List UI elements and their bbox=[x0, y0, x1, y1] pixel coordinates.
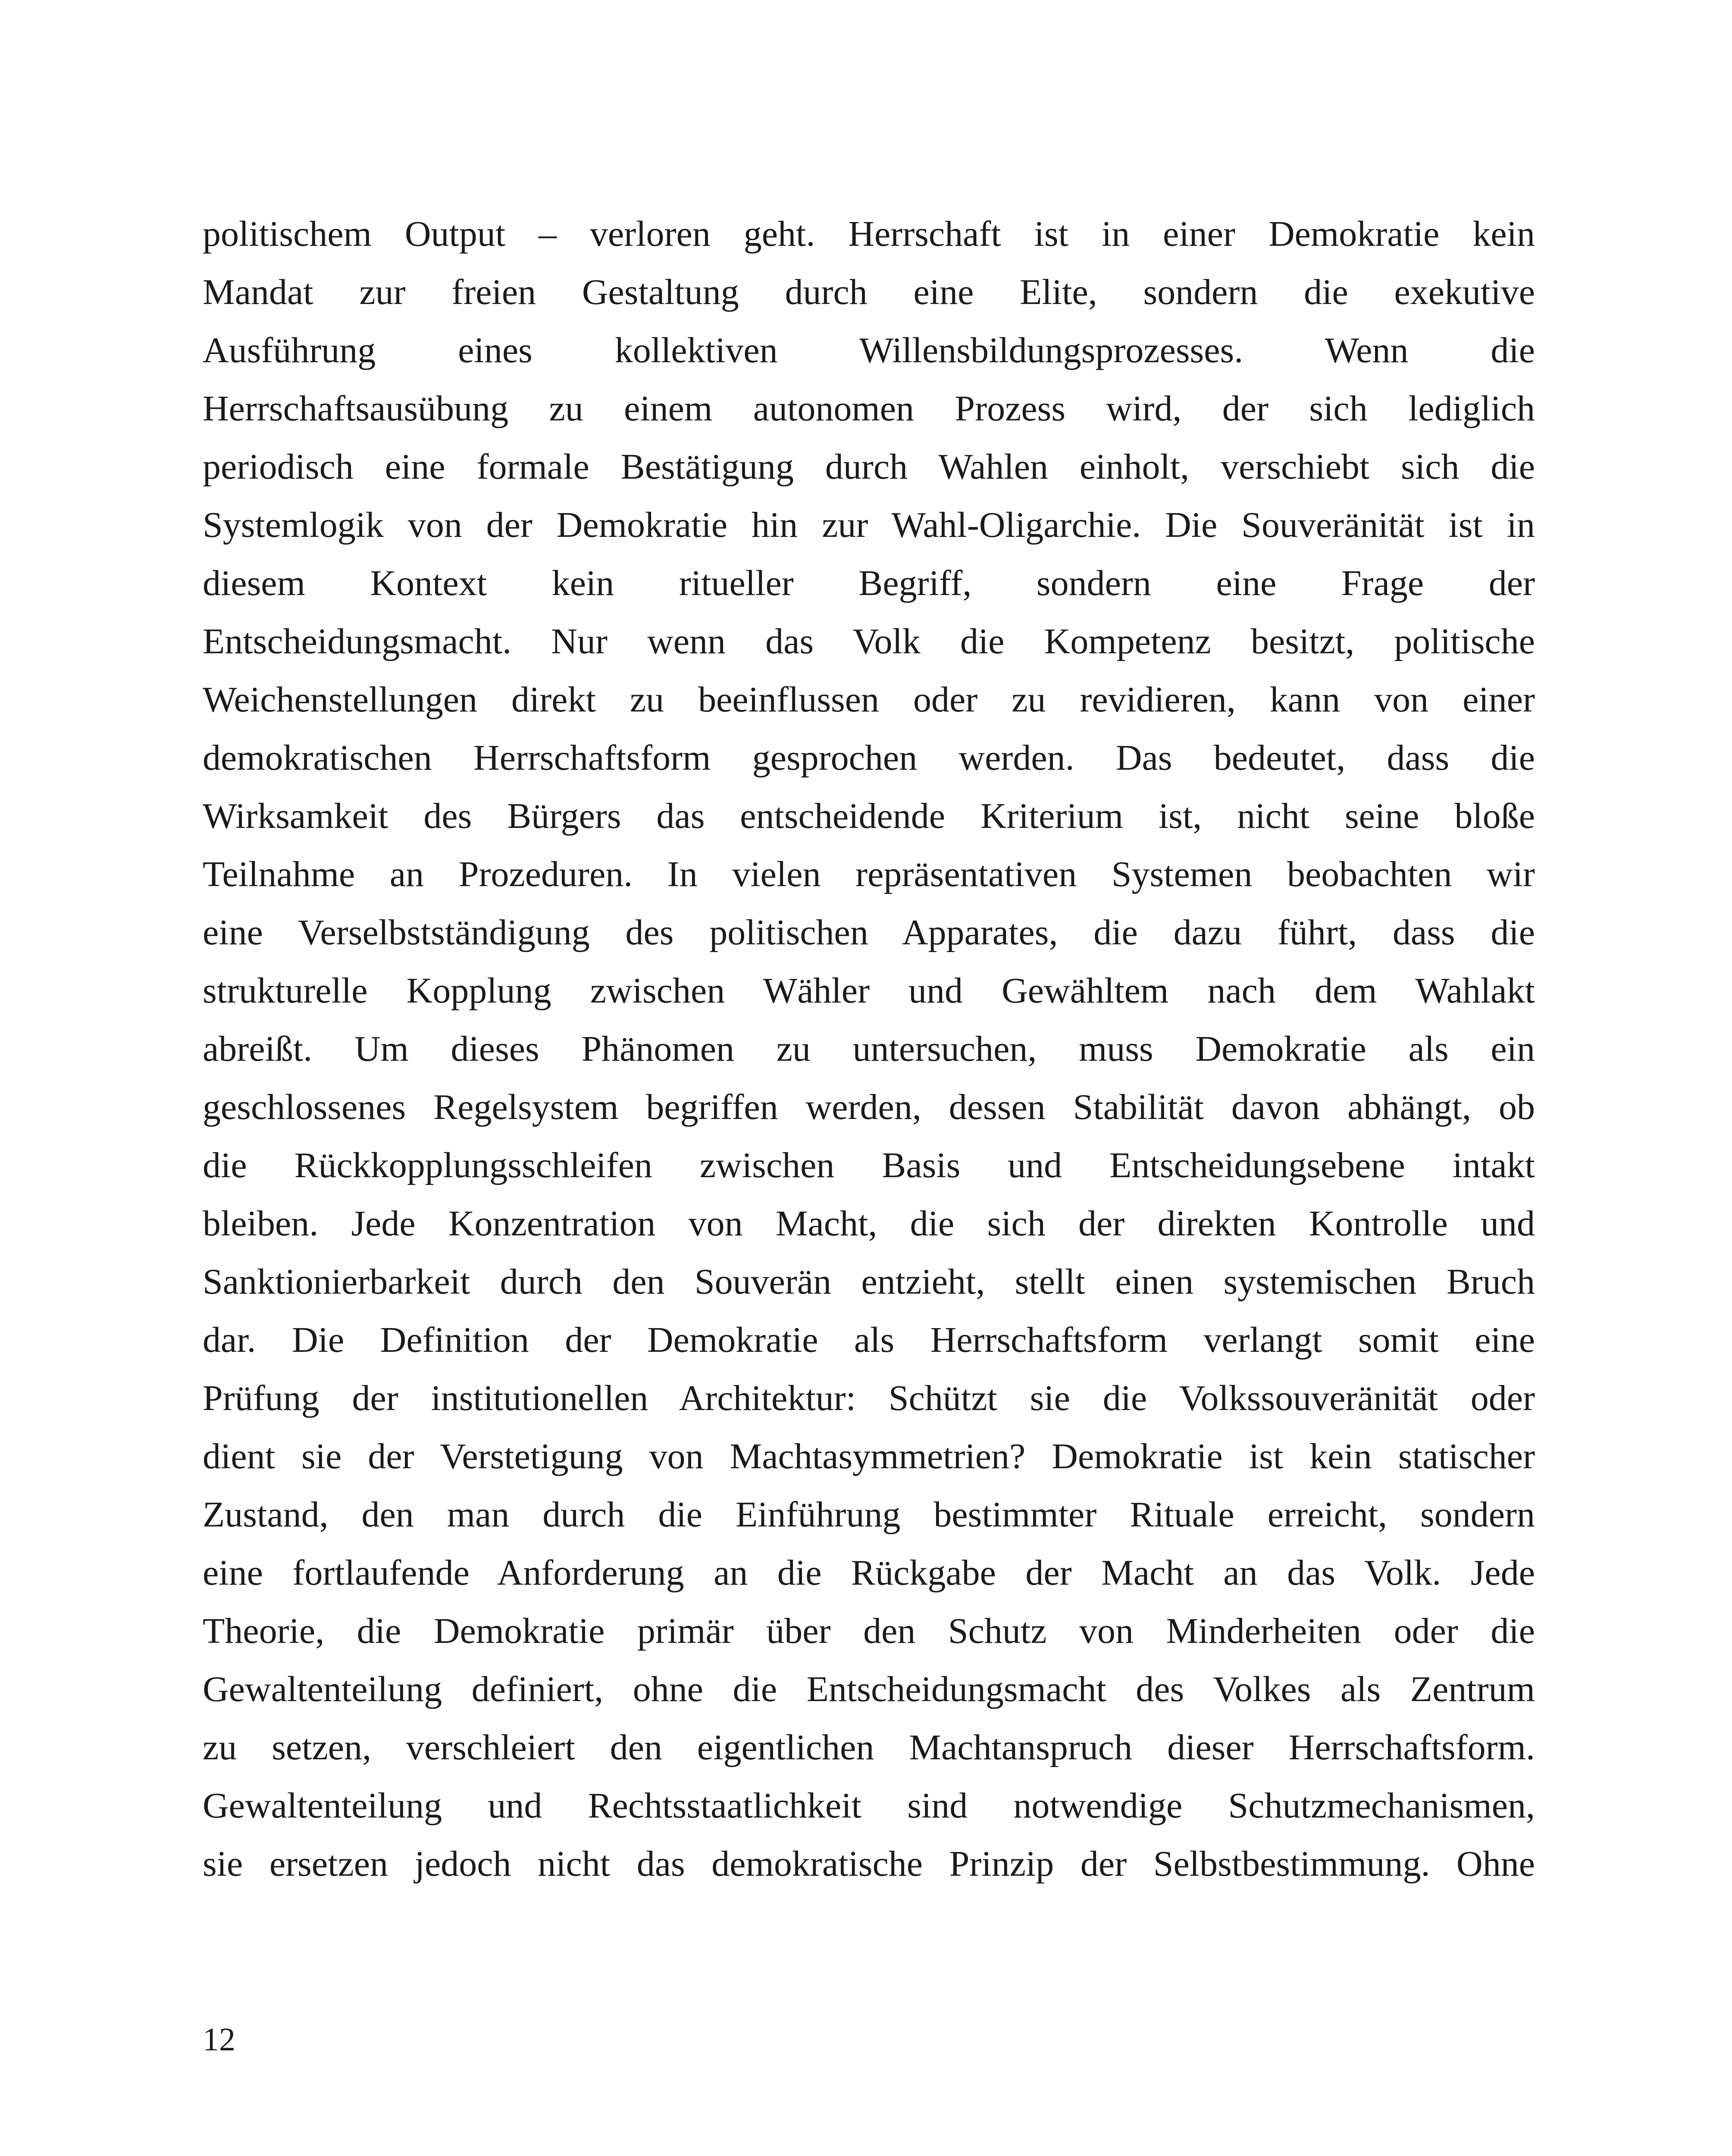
text-line: Wirksamkeit des Bürgers das entscheidende Kriterium ist, nicht seine bloße bbox=[203, 796, 1535, 836]
text-line: Gewaltenteilung und Rechtsstaatlichkeit sind notwendige Schutzmechanismen, bbox=[203, 1786, 1535, 1826]
text-line: Mandat zur freien Gestaltung durch eine Elite, sondern die exekutive bbox=[203, 272, 1535, 312]
text-line: Theorie, die Demokratie primär über den Schutz von Minderheiten oder die bbox=[203, 1611, 1535, 1651]
text-line: strukturelle Kopplung zwischen Wähler und Gewähltem nach dem Wahlakt bbox=[203, 971, 1535, 1011]
text-line: diesem Kontext kein ritueller Begriff, sondern eine Frage der bbox=[203, 563, 1535, 603]
text-line: Zustand, den man durch die Einführung bestimmter Rituale erreicht, sondern bbox=[203, 1495, 1535, 1535]
text-line: zu setzen, verschleiert den eigentlichen Machtanspruch dieser Herrschaftsform. bbox=[203, 1727, 1535, 1767]
text-line: Sanktionierbarkeit durch den Souverän entzieht, stellt einen systemischen Bruch bbox=[203, 1262, 1535, 1302]
text-line: Entscheidungsmacht. Nur wenn das Volk die Kompetenz besitzt, politische bbox=[203, 621, 1535, 661]
text-line: geschlossenes Regelsystem begriffen werden, dessen Stabilität davon abhängt, ob bbox=[203, 1087, 1535, 1127]
text-line: bleiben. Jede Konzentration von Macht, die sich der direkten Kontrolle und bbox=[203, 1203, 1535, 1244]
text-line: Herrschaftsausübung zu einem autonomen Prozess wird, der sich lediglich bbox=[203, 389, 1535, 429]
text-line: die Rückkopplungsschleifen zwischen Basis und Entscheidungsebene intakt bbox=[203, 1145, 1535, 1185]
text-line: eine Verselbstständigung des politischen Apparates, die dazu führt, dass die bbox=[203, 912, 1535, 953]
text-line: eine fortlaufende Anforderung an die Rückgabe der Macht an das Volk. Jede bbox=[203, 1553, 1535, 1593]
text-line: Prüfung der institutionellen Architektur: Schützt sie die Volkssouveränität oder bbox=[203, 1378, 1535, 1418]
body-text bbox=[203, 205, 1535, 1893]
page-number: 12 bbox=[203, 2021, 235, 2058]
text-line: sie ersetzen jedoch nicht das demokratische Prinzip der Selbstbestimmung. Ohne bbox=[203, 1844, 1535, 1884]
text-line: dient sie der Verstetigung von Machtasymmetrien? Demokratie ist kein statischer bbox=[203, 1436, 1535, 1476]
text-line: Ausführung eines kollektiven Willensbildungsprozesses. Wenn die bbox=[203, 330, 1535, 370]
text-line: periodisch eine formale Bestätigung durch Wahlen einholt, verschiebt sich die bbox=[203, 447, 1535, 487]
text-line: politischem Output – verloren geht. Herrschaft ist in einer Demokratie kein bbox=[203, 214, 1535, 254]
text-line: Gewaltenteilung definiert, ohne die Entscheidungsmacht des Volkes als Zentrum bbox=[203, 1669, 1535, 1709]
text-line: abreißt. Um dieses Phänomen zu untersuchen, muss Demokratie als ein bbox=[203, 1029, 1535, 1069]
text-line: Teilnahme an Prozeduren. In vielen repräsentativen Systemen beobachten wir bbox=[203, 854, 1535, 894]
text-line: Weichenstellungen direkt zu beeinflussen oder zu revidieren, kann von einer bbox=[203, 680, 1535, 720]
text-line: Systemlogik von der Demokratie hin zur Wahl-Oligarchie. Die Souveränität ist in bbox=[203, 505, 1535, 545]
text-line: dar. Die Definition der Demokratie als Herrschaftsform verlangt somit eine bbox=[203, 1320, 1535, 1360]
text-line: demokratischen Herrschaftsform gesprochen werden. Das bedeutet, dass die bbox=[203, 738, 1535, 778]
